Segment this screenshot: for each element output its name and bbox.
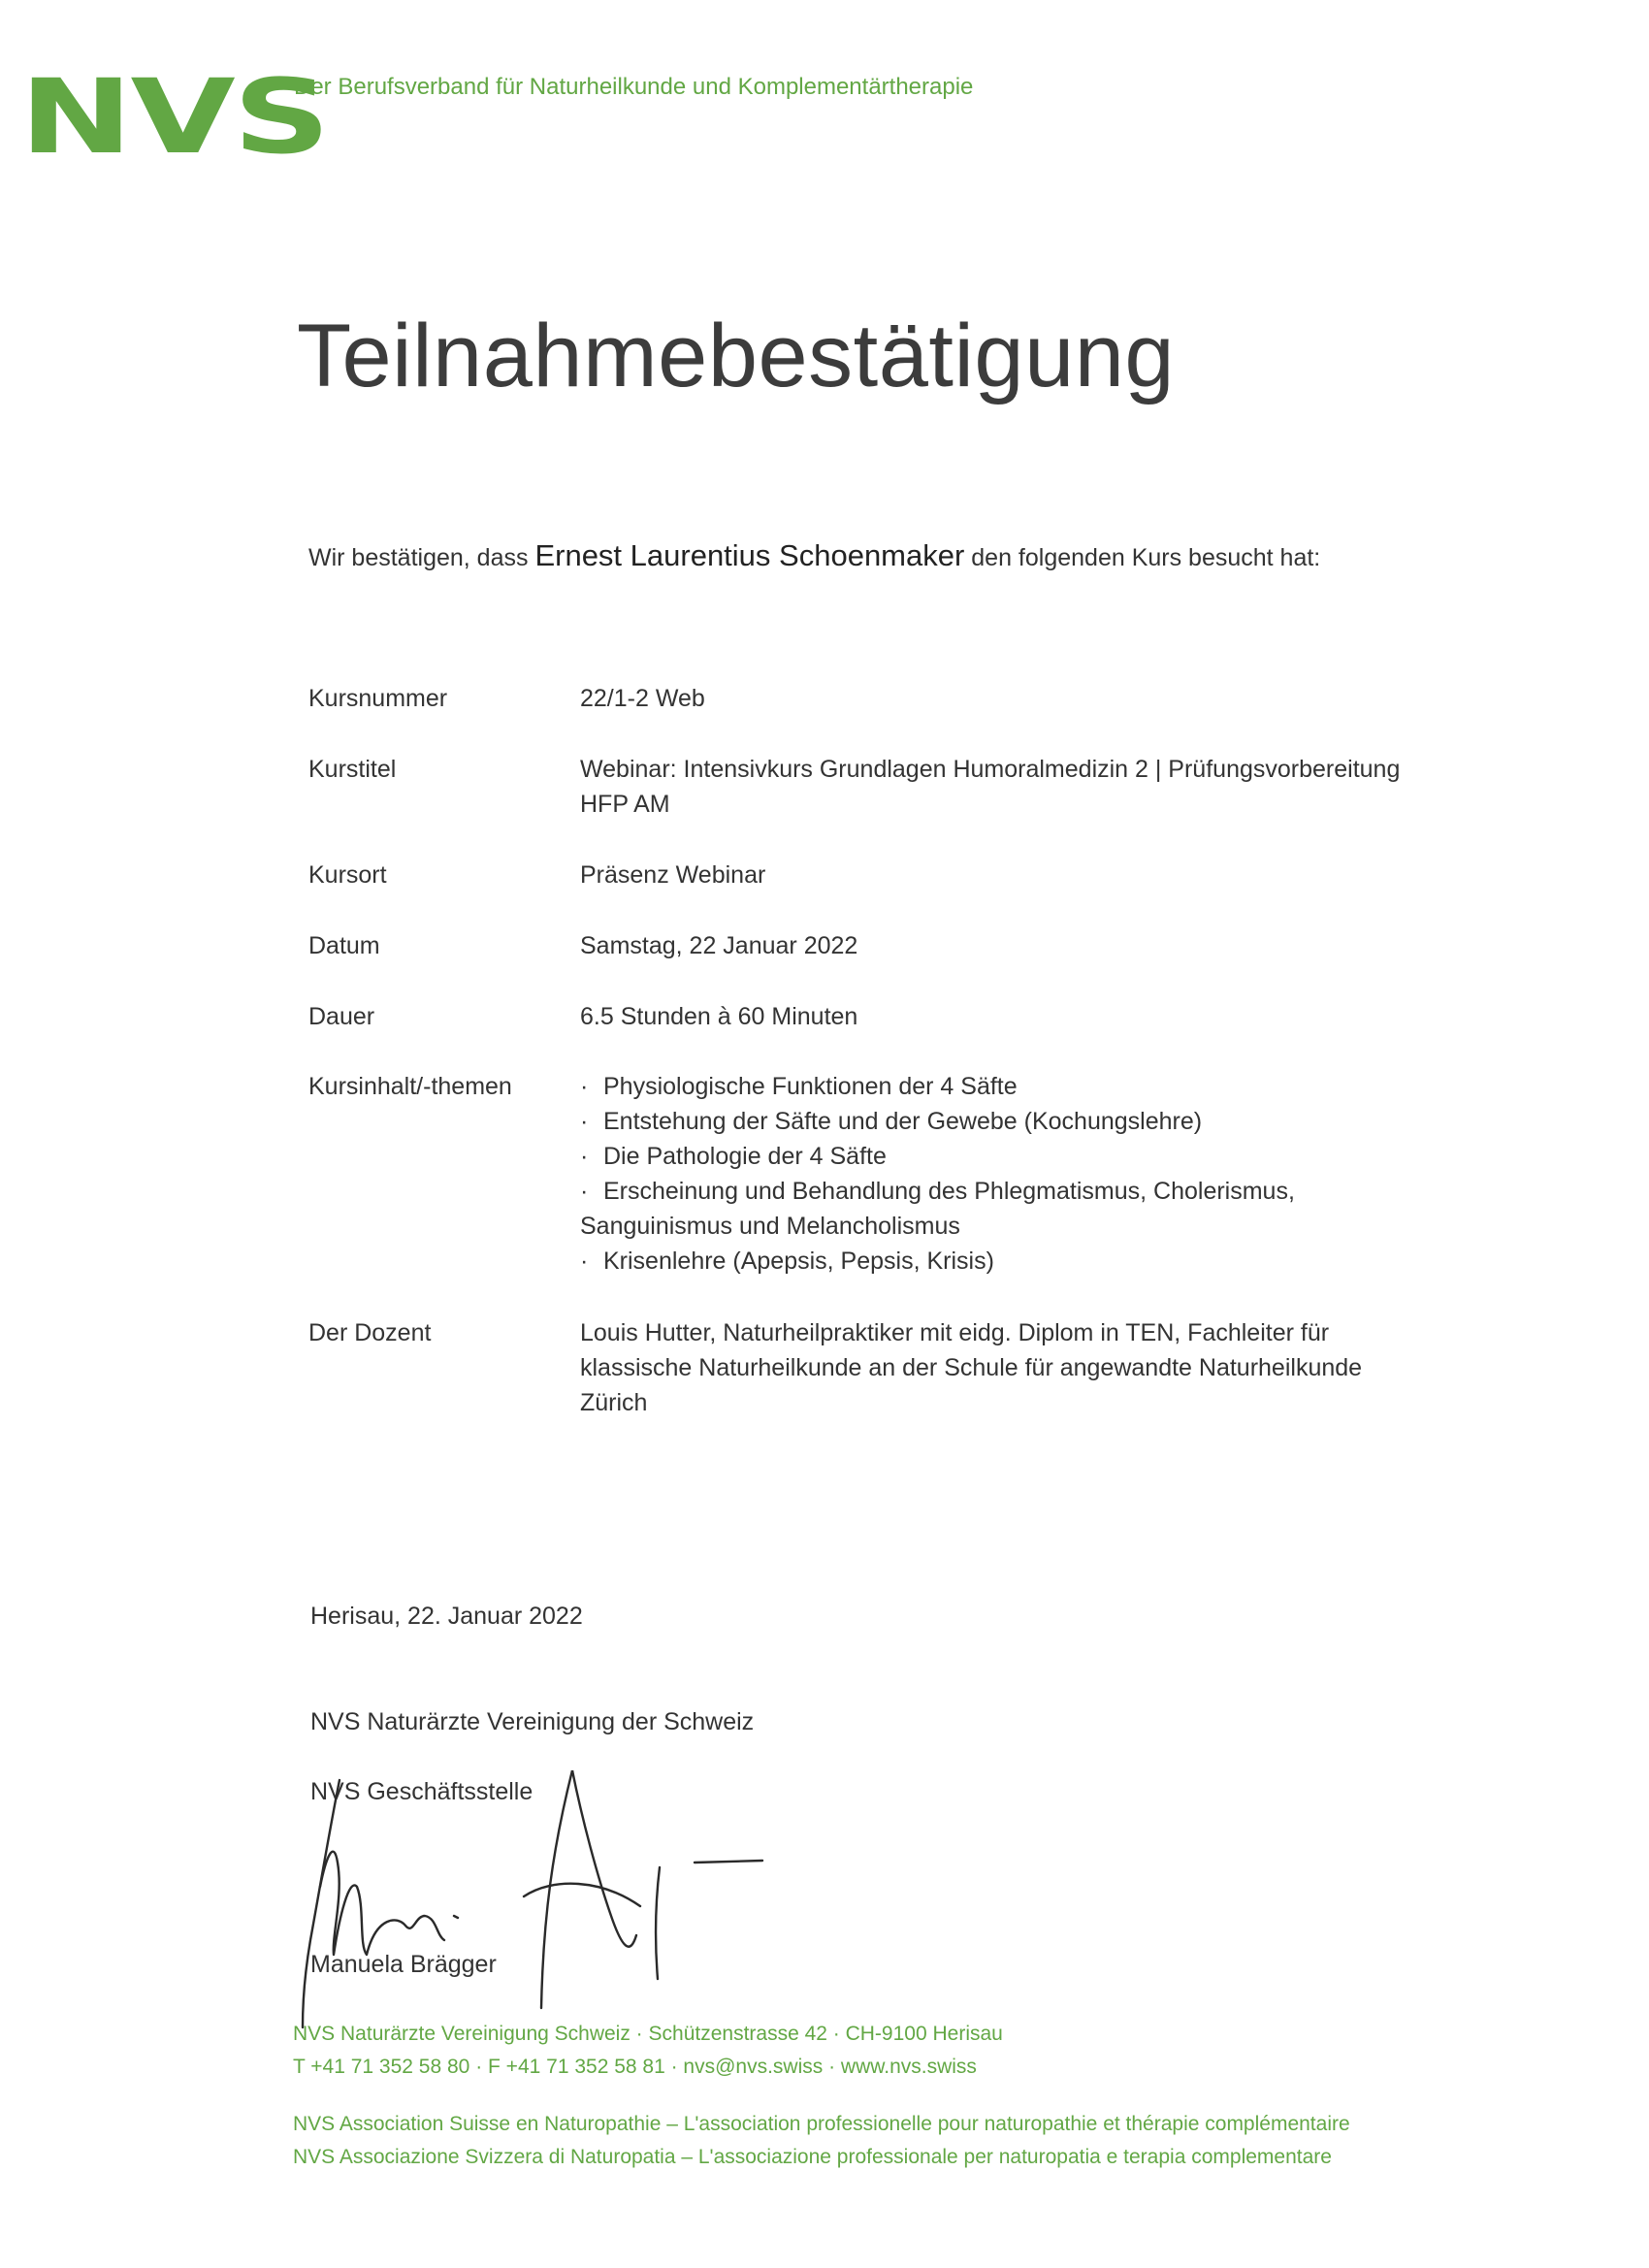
detail-label: Datum xyxy=(308,932,380,959)
detail-value: Webinar: Intensivkurs Grundlagen Humoralmedizin 2 | Prüfungsvorbereitung HFP AM xyxy=(580,756,1401,818)
header-tagline: Der Berufsverband für Naturheilkunde und Komplementärtherapie xyxy=(294,74,974,100)
bullet-icon: · xyxy=(580,1178,589,1205)
signer-name: Manuela Brägger xyxy=(310,1951,497,1978)
topic-item: · Die Pathologie der 4 Säfte xyxy=(580,1139,1453,1174)
topic-item: · Erscheinung und Behandlung des Phlegmatismus, Cholerismus, xyxy=(580,1174,1453,1209)
detail-value: Louis Hutter, Naturheilpraktiker mit eidg. Diplom in TEN, Fachleiter für klassische Naturheilkunde an der Schule für angewandte Naturheilkunde Zürich xyxy=(580,1319,1363,1416)
footer-address: NVS Naturärzte Vereinigung Schweiz · Schützenstrasse 42 · CH-9100 Herisau xyxy=(293,2023,1003,2045)
topic-item: · Physiologische Funktionen der 4 Säfte xyxy=(580,1069,1453,1104)
bullet-icon: · xyxy=(580,1143,589,1170)
detail-value: Samstag, 22 Januar 2022 xyxy=(580,932,858,959)
detail-label: Kursnummer xyxy=(308,685,448,712)
footer-italian: NVS Associazione Svizzera di Naturopatia – L'associazione professionale per naturopatia e terapia complementare xyxy=(293,2146,1332,2168)
bullet-icon: · xyxy=(580,1108,589,1135)
topic-list xyxy=(580,1069,1453,1279)
detail-value: Präsenz Webinar xyxy=(580,861,766,889)
organization-name: NVS Naturärzte Vereinigung der Schweiz xyxy=(310,1708,755,1735)
detail-label: Dauer xyxy=(308,1003,375,1030)
handwritten-signature xyxy=(291,1770,795,2032)
detail-value: 6.5 Stunden à 60 Minuten xyxy=(580,1003,858,1030)
topic-item: · Entstehung der Säfte und der Gewebe (Kochungslehre) xyxy=(580,1104,1453,1139)
detail-value xyxy=(580,1069,1453,1279)
office-name: NVS Geschäftsstelle xyxy=(310,1778,534,1805)
footer-contact: T +41 71 352 58 80 · F +41 71 352 58 81 · nvs@nvs.swiss · www.nvs.swiss xyxy=(293,2056,977,2078)
topic-item-continuation: Sanguinismus und Melancholismus xyxy=(580,1213,960,1240)
intro-prefix: Wir bestätigen, dass xyxy=(308,544,529,571)
intro-suffix: den folgenden Kurs besucht hat: xyxy=(971,544,1321,571)
bullet-icon: · xyxy=(580,1073,589,1100)
footer-french: NVS Association Suisse en Naturopathie – L'association professionelle pour naturopathie et thérapie complémentaire xyxy=(293,2113,1350,2135)
detail-label: Kursort xyxy=(308,861,387,889)
participant-name: Ernest Laurentius Schoenmaker xyxy=(534,538,965,572)
document-title: Teilnahmebestätigung xyxy=(297,307,1176,405)
bullet-icon: · xyxy=(580,1247,589,1275)
detail-label: Der Dozent xyxy=(308,1319,432,1346)
nvs-logo: NVS xyxy=(19,57,329,177)
intro-sentence xyxy=(308,538,1320,573)
topic-item: · Krisenlehre (Apepsis, Pepsis, Krisis) xyxy=(580,1244,1453,1279)
detail-value: 22/1-2 Web xyxy=(580,685,705,712)
detail-label: Kursinhalt/-themen xyxy=(308,1073,512,1100)
detail-label: Kurstitel xyxy=(308,756,397,783)
place-date: Herisau, 22. Januar 2022 xyxy=(310,1603,583,1630)
